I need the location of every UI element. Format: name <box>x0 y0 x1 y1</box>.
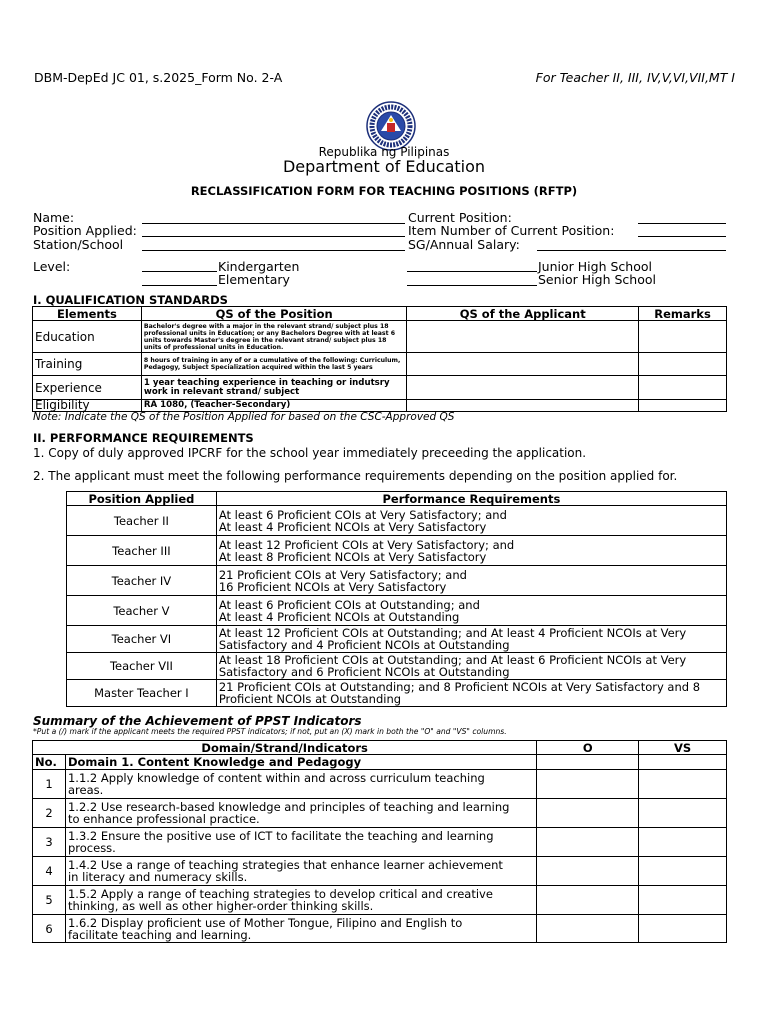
qs-eligibility: RA 1080, (Teacher-Secondary) <box>141 400 407 412</box>
position-cell: Teacher III <box>67 536 217 566</box>
domain-o-cell <box>537 755 639 770</box>
position-cell: Master Teacher I <box>67 680 217 707</box>
requirement-line: Satisfactory and 4 Proficient NCOIs at Outstanding <box>218 638 510 652</box>
vs-mark-cell[interactable] <box>639 770 727 799</box>
position-cell: Teacher VII <box>67 653 217 680</box>
applicant-experience-cell[interactable] <box>407 376 639 400</box>
requirement-line: Satisfactory and 6 Proficient NCOIs at Outstanding <box>218 665 510 679</box>
table-row <box>33 886 727 915</box>
remarks-experience-cell[interactable] <box>639 376 727 400</box>
table-row <box>67 506 727 536</box>
salary-field[interactable] <box>537 250 726 251</box>
element-education: Education <box>33 321 142 353</box>
qs-education: Bachelor's degree with a major in the relevant strand/ subject plus 18 professional units in Education; or any Bachelors Degree with at least 6 units towards Master's degree in the relevant strand/ subject plus 18 units of professional units in Education. <box>141 321 407 353</box>
position-applied-label: Position Applied: <box>33 223 137 238</box>
vs-mark-cell[interactable] <box>639 828 727 857</box>
position-cell: Teacher VI <box>67 626 217 653</box>
col-domain-strand: Domain/Strand/Indicators <box>33 741 537 755</box>
junior-high-checkline[interactable] <box>407 271 537 272</box>
requirement-line: 16 Proficient NCOIs at Very Satisfactory <box>218 579 447 594</box>
indicator-text <box>65 770 536 799</box>
col-elements: Elements <box>33 307 142 321</box>
table-row <box>67 566 727 596</box>
requirement-line: Proficient NCOIs at Outstanding <box>218 692 402 706</box>
name-label: Name: <box>33 210 75 225</box>
senior-high-label: Senior High School <box>538 272 656 287</box>
form-title: RECLASSIFICATION FORM FOR TEACHING POSITIONS (RFTP) <box>190 184 578 198</box>
position-cell: Teacher II <box>67 506 217 536</box>
element-experience: Experience <box>33 376 142 400</box>
col-position-applied: Position Applied <box>67 492 217 506</box>
form-code: DBM-DepEd JC 01, s.2025_Form No. 2-A <box>34 70 283 85</box>
table-row <box>33 828 727 857</box>
table-row <box>33 770 727 799</box>
col-qs-position: QS of the Position <box>141 307 407 321</box>
item-number-field[interactable] <box>638 236 726 237</box>
junior-high-label: Junior High School <box>538 259 652 274</box>
kindergarten-label: Kindergarten <box>218 259 300 274</box>
requirement-line: 21 Proficient COIs at Outstanding; and 8 Proficient NCOIs at Very Satisfactory and 8 <box>218 680 701 694</box>
remarks-education-cell[interactable] <box>639 321 727 353</box>
indicator-line: thinking, as well as other higher-order thinking skills. <box>67 899 374 913</box>
vs-mark-cell[interactable] <box>639 915 727 943</box>
col-performance-requirements: Performance Requirements <box>216 492 726 506</box>
element-training: Training <box>33 353 142 376</box>
station-field[interactable] <box>142 250 405 251</box>
summary-table <box>32 740 727 943</box>
remarks-training-cell[interactable] <box>639 353 727 376</box>
no-header: No. <box>33 755 66 770</box>
requirement-line: At least 4 Proficient NCOIs at Very Satisfactory <box>218 519 487 534</box>
indicator-text <box>65 828 536 857</box>
table-row <box>67 536 727 566</box>
summary-title: Summary of the Achievement of PPST Indicators <box>33 714 362 728</box>
indicator-line: 1.6.2 Display proficient use of Mother Tongue, Filipino and English to <box>67 915 463 930</box>
indicator-line: 1.3.2 Ensure the positive use of ICT to facilitate the teaching and learning <box>67 829 494 843</box>
table-row <box>33 915 727 943</box>
requirement-line: At least 6 Proficient COIs at Very Satisfactory; and <box>218 507 507 522</box>
col-remarks: Remarks <box>639 307 727 321</box>
requirement-line: 21 Proficient COIs at Very Satisfactory; and <box>218 567 467 582</box>
requirement-line: At least 12 Proficient COIs at Outstanding; and At least 4 Proficient NCOIs at Very <box>218 626 687 640</box>
requirement-cell <box>216 596 726 626</box>
senior-high-checkline[interactable] <box>407 285 537 286</box>
vs-mark-cell[interactable] <box>639 799 727 828</box>
requirement-line: At least 4 Proficient NCOIs at Outstanding <box>218 609 460 624</box>
indicator-text <box>65 799 536 828</box>
requirement-line: At least 18 Proficient COIs at Outstanding; and At least 6 Proficient NCOIs at Very <box>218 653 687 667</box>
elementary-label: Elementary <box>218 272 290 287</box>
applicant-training-cell[interactable] <box>407 353 639 376</box>
indicator-line: 1.1.2 Apply knowledge of content within and across curriculum teaching <box>67 771 485 785</box>
indicator-no: 6 <box>33 915 66 943</box>
indicator-text <box>65 857 536 886</box>
table-row <box>67 596 727 626</box>
level-label: Level: <box>33 259 71 274</box>
col-o: O <box>537 741 639 755</box>
indicator-line: areas. <box>67 783 104 797</box>
salary-label: SG/Annual Salary: <box>408 237 520 252</box>
table-row <box>67 626 727 653</box>
country-name: Republika ng Pilipinas <box>318 145 450 159</box>
qs-training: 8 hours of training in any of or a cumulative of the following: Curriculum, Pedagogy, Subject Specialization acquired within the last 5 years <box>141 353 407 376</box>
applies-to: For Teacher II, III, IV,V,VI,VII,MT I <box>535 70 735 85</box>
indicator-no: 1 <box>33 770 66 799</box>
requirement-line: At least 6 Proficient COIs at Outstanding; and <box>218 597 480 612</box>
requirement-cell <box>216 653 726 680</box>
name-field[interactable] <box>142 223 405 224</box>
position-cell: Teacher IV <box>67 566 217 596</box>
elementary-checkline[interactable] <box>142 285 217 286</box>
performance-item-1: 1. Copy of duly approved IPCRF for the school year immediately preceeding the application. <box>33 446 587 460</box>
remarks-eligibility-cell[interactable] <box>639 400 727 412</box>
indicator-text <box>65 886 536 915</box>
domain-label: Domain 1. Content Knowledge and Pedagogy <box>65 755 536 770</box>
o-mark-cell[interactable] <box>537 857 639 886</box>
performance-heading: II. PERFORMANCE REQUIREMENTS <box>33 431 254 445</box>
position-applied-field[interactable] <box>142 236 405 237</box>
qualification-table <box>32 306 727 412</box>
applicant-education-cell[interactable] <box>407 321 639 353</box>
indicator-line: in literacy and numeracy skills. <box>67 870 248 884</box>
current-position-field[interactable] <box>638 223 726 224</box>
indicator-no: 5 <box>33 886 66 915</box>
indicator-line: to enhance professional practice. <box>67 812 260 826</box>
kindergarten-checkline[interactable] <box>142 271 217 272</box>
requirement-cell <box>216 536 726 566</box>
table-row <box>33 799 727 828</box>
qs-experience: 1 year teaching experience in teaching or indutsry work in relevant strand/ subject <box>141 376 407 400</box>
vs-mark-cell[interactable] <box>639 857 727 886</box>
o-mark-cell[interactable] <box>537 770 639 799</box>
requirement-cell <box>216 626 726 653</box>
position-cell: Teacher V <box>67 596 217 626</box>
domain-vs-cell <box>639 755 727 770</box>
o-mark-cell[interactable] <box>537 886 639 915</box>
current-position-label: Current Position: <box>408 210 512 225</box>
element-eligibility: Eligibility <box>33 400 142 412</box>
indicator-line: facilitate teaching and learning. <box>67 927 252 942</box>
qualification-note: Note: Indicate the QS of the Position Applied for based on the CSC-Approved QS <box>33 411 455 423</box>
indicator-no: 4 <box>33 857 66 886</box>
indicator-line: 1.4.2 Use a range of teaching strategies that enhance learner achievement <box>67 858 503 872</box>
col-vs: VS <box>639 741 727 755</box>
indicator-text <box>65 915 536 943</box>
o-mark-cell[interactable] <box>537 828 639 857</box>
vs-mark-cell[interactable] <box>639 886 727 915</box>
deped-seal-icon <box>359 101 423 151</box>
table-row <box>33 857 727 886</box>
indicator-no: 3 <box>33 828 66 857</box>
performance-table <box>66 491 727 707</box>
item-number-label: Item Number of Current Position: <box>408 223 615 238</box>
requirement-cell <box>216 566 726 596</box>
col-qs-applicant: QS of the Applicant <box>407 307 639 321</box>
indicator-no: 2 <box>33 799 66 828</box>
o-mark-cell[interactable] <box>537 799 639 828</box>
requirement-cell <box>216 506 726 536</box>
requirement-line: At least 8 Proficient NCOIs at Very Satisfactory <box>218 549 487 564</box>
applicant-eligibility-cell[interactable] <box>407 400 639 412</box>
table-row <box>67 653 727 680</box>
indicator-line: 1.5.2 Apply a range of teaching strategies to develop critical and creative <box>67 887 493 901</box>
o-mark-cell[interactable] <box>537 915 639 943</box>
station-label: Station/School <box>33 237 124 252</box>
department-name: Department of Education <box>282 157 486 176</box>
requirement-cell <box>216 680 726 707</box>
indicator-line: process. <box>67 841 116 855</box>
performance-item-2: 2. The applicant must meet the following performance requirements depending on the position applied for. <box>33 469 678 483</box>
summary-instruction: *Put a (/) mark if the applicant meets the required PPST indicators; if not, put an (X) mark in both the "O" and "VS" columns. <box>33 727 507 736</box>
requirement-line: At least 12 Proficient COIs at Very Satisfactory; and <box>218 537 515 552</box>
qualification-heading: I. QUALIFICATION STANDARDS <box>33 293 228 307</box>
table-row <box>67 680 727 707</box>
indicator-line: 1.2.2 Use research-based knowledge and principles of teaching and learning <box>67 800 510 814</box>
